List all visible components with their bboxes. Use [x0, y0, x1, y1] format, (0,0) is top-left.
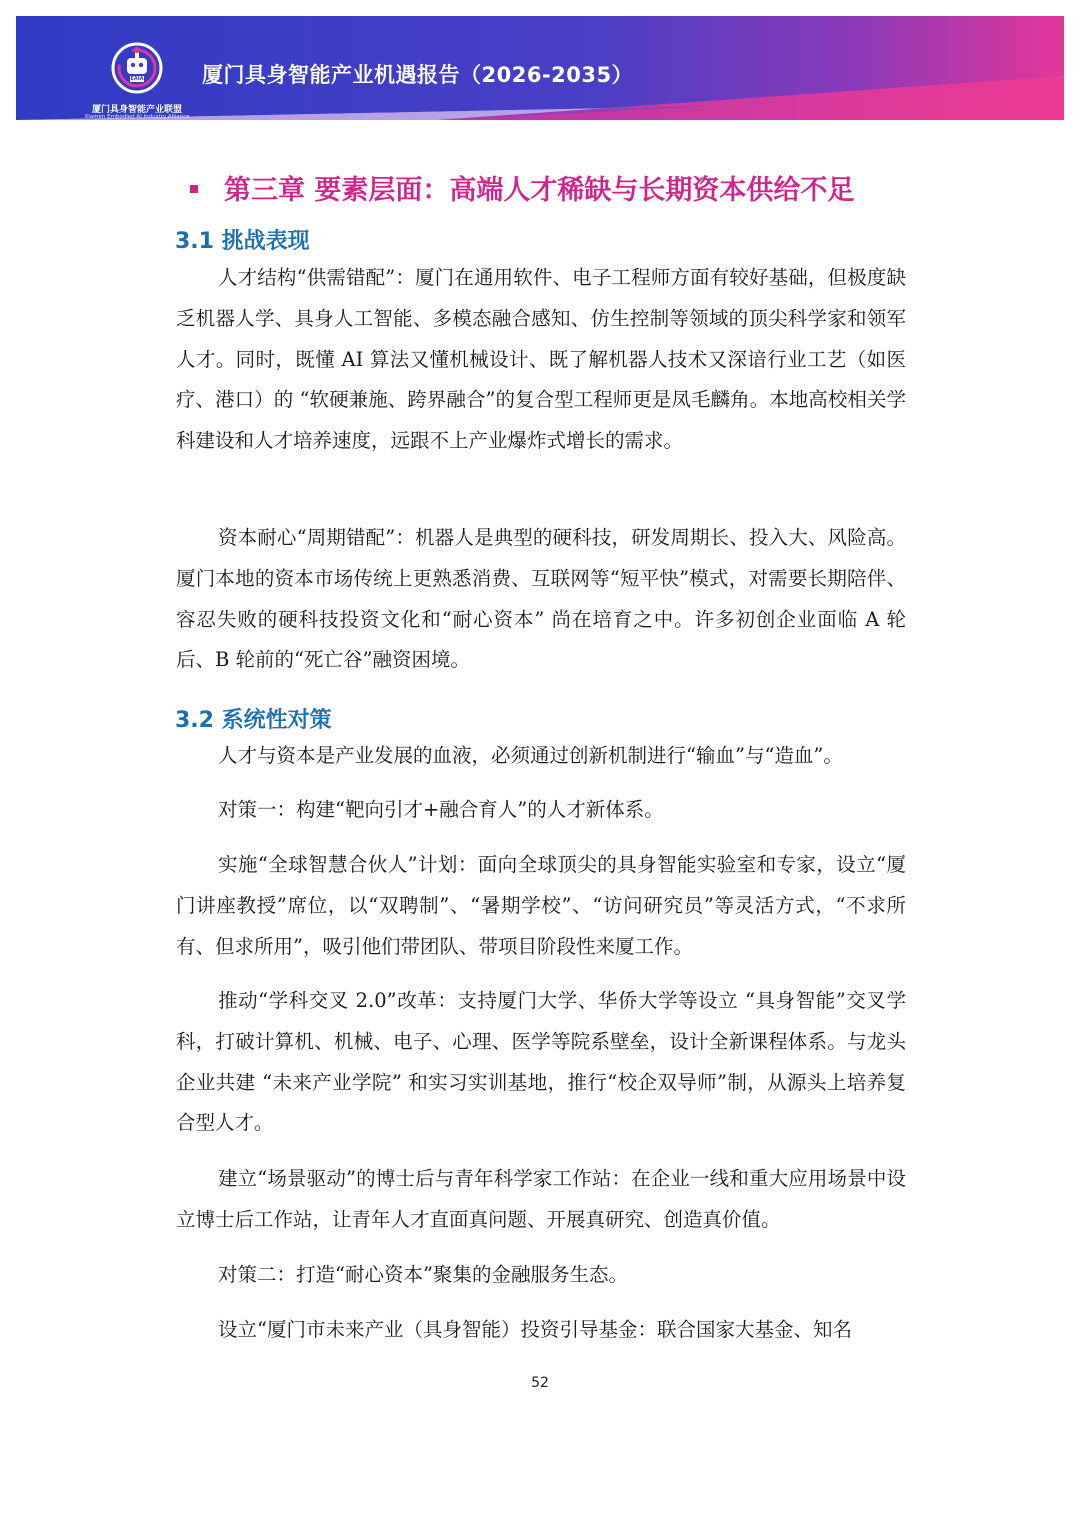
paragraph: 设立“厦门市未来产业（具身智能）投资引导基金：联合国家大基金、知名: [218, 1318, 852, 1341]
robot-logo-icon: [82, 32, 192, 102]
paragraph: 对策二：打造“耐心资本”聚集的金融服务生态。: [218, 1263, 628, 1286]
chapter-heading: [190, 168, 854, 207]
paragraph: 资本耐心“周期错配”：机器人是典型的硬科技，研发周期长、投入大、风险高。厦门本地的资本市场传统上更熟悉消费、互联网等“短平快”模式，对需要长期陪伴、容忍失败的硬科技投资文化和“耐心资本” 尚在培育之中。许多初创企业面临 A 轮后、B 轮前的“死亡谷”融资困境。: [176, 526, 906, 672]
chapter-title: 第三章 要素层面：高端人才稀缺与长期资本供给不足: [224, 175, 855, 206]
square-bullet-icon: [190, 185, 198, 193]
svg-text:EAIA: EAIA: [130, 76, 144, 82]
report-title: 厦门具身智能产业机遇报告（2026-2035）: [202, 63, 634, 87]
page-header: [16, 16, 1064, 120]
alliance-logo: [82, 32, 192, 120]
section-heading: 3.1 挑战表现: [175, 229, 310, 254]
logo-name-cn: 厦门具身智能产业联盟: [91, 105, 182, 115]
paragraph: 实施“全球智慧合伙人”计划：面向全球顶尖的具身智能实验室和专家，设立“厦门讲座教授”席位，以“双聘制”、“暑期学校”、“访问研究员”等灵活方式，“不求所有、但求所用”，吸引他们带团队、带项目阶段性来厦工作。: [176, 853, 906, 958]
paragraph: 对策一：构建“靶向引才+融合育人”的人才新体系。: [218, 798, 664, 821]
paragraph: 推动“学科交叉 2.0”改革：支持厦门大学、华侨大学等设立 “具身智能”交叉学科，打破计算机、机械、电子、心理、医学等院系壁垒，设计全新课程体系。与龙头企业共建 “未来产业学院” 和实习实训基地，推行“校企双导师”制，从源头上培养复合型人才。: [176, 989, 906, 1135]
section-heading: 3.2 系统性对策: [175, 708, 332, 733]
paragraph: 人才与资本是产业发展的血液，必须通过创新机制进行“输血”与“造血”。: [218, 744, 843, 767]
paragraph: 人才结构“供需错配”：厦门在通用软件、电子工程师方面有较好基础，但极度缺乏机器人学、具身人工智能、多模态融合感知、仿生控制等领域的顶尖科学家和领军人才。同时，既懂 AI 算法又懂机械设计、既了解机器人技术又深谙行业工艺（如医疗、港口）的 “软硬兼施、跨界融合”的复合型工程师更是凤毛麟角。本地高校相关学科建设和人才培养速度，远跟不上产业爆炸式增长的需求。: [176, 266, 906, 453]
page-number: 52: [531, 1375, 549, 1391]
logo-name-en: Xiamen Embodied AI Industry Alliance: [84, 114, 190, 120]
paragraph: 建立“场景驱动”的博士后与青年科学家工作站：在企业一线和重大应用场景中设立博士后工作站，让青年人才直面真问题、开展真研究、创造真价值。: [176, 1167, 906, 1231]
